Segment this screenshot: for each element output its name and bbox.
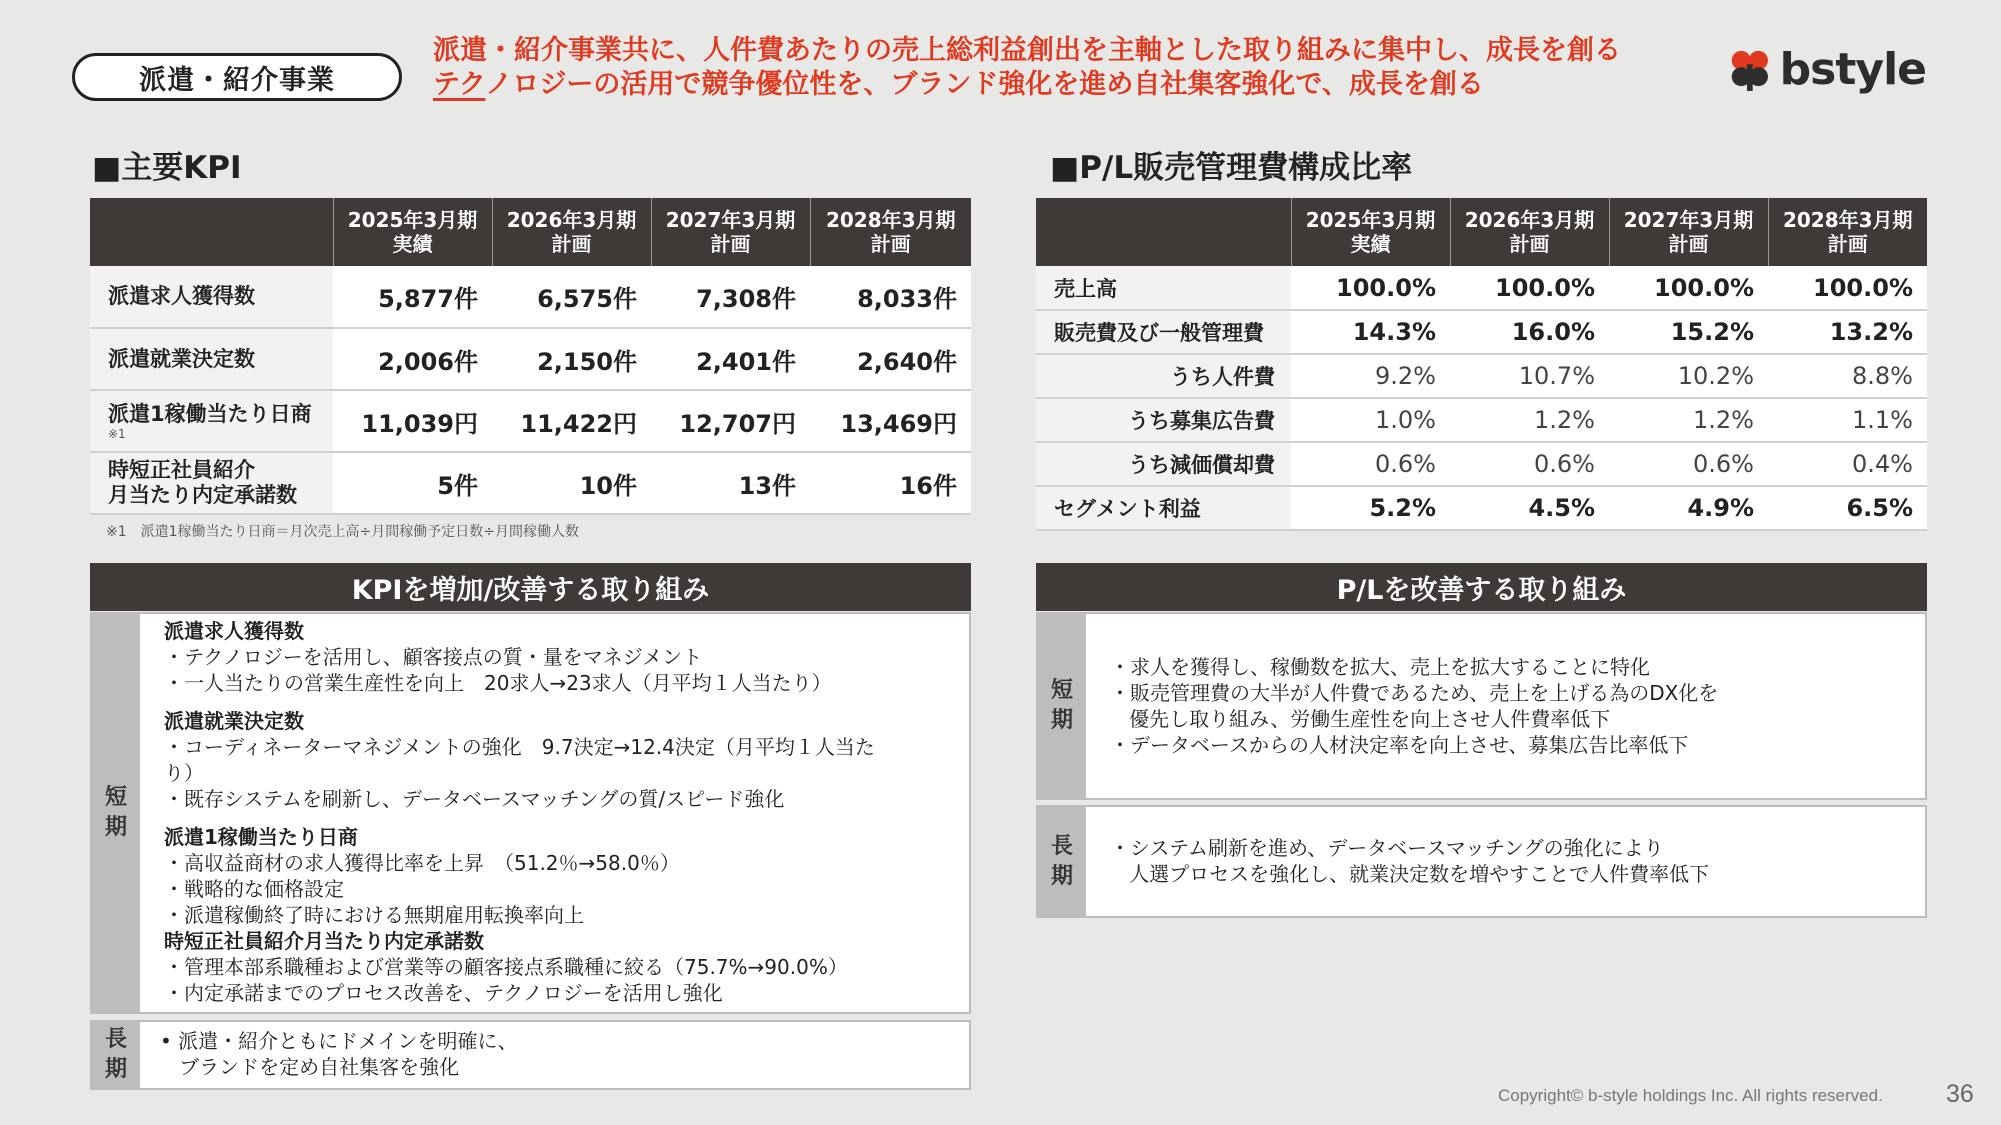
headline-line2-rest: ノロジーの活用で競争優位性を、ブランド強化を進め自社集客強化で、成長を創る bbox=[485, 69, 1484, 100]
table-row bbox=[1036, 266, 1927, 310]
list-item: り） bbox=[164, 761, 204, 785]
pl-cell: 4.5% bbox=[1450, 486, 1609, 530]
kpi-cell: 2,006件 bbox=[333, 328, 492, 390]
pl-title: ■P/L販売管理費構成比率 bbox=[1050, 150, 1413, 186]
pl-cell: 100.0% bbox=[1768, 266, 1927, 310]
pl-table bbox=[1036, 198, 1927, 531]
kpi-col-1: 2026年3月期 計画 bbox=[492, 198, 651, 266]
pl-row-label: セグメント利益 bbox=[1036, 486, 1291, 530]
kpi-row-label: 時短正社員紹介 月当たり内定承諾数 bbox=[90, 452, 333, 514]
list-item: ・販売管理費の大半が人件費であるため、売上を上げる為のDX化を bbox=[1110, 681, 1719, 705]
pl-col-2: 2027年3月期 計画 bbox=[1609, 198, 1768, 266]
list-item: • 派遣・紹介ともにドメインを明確に、 bbox=[160, 1029, 518, 1053]
bstyle-logo bbox=[1726, 40, 1926, 98]
pl-cell: 6.5% bbox=[1768, 486, 1927, 530]
list-item: ・派遣稼働終了時における無期雇用転換率向上 bbox=[164, 903, 584, 927]
headline-line2 bbox=[433, 68, 1621, 102]
list-item: ・求人を獲得し、稼働数を拡大、売上を拡大することに特化 bbox=[1110, 655, 1650, 679]
kpi-cell: 11,039円 bbox=[333, 390, 492, 452]
list-item: ・戦略的な価格設定 bbox=[164, 877, 344, 901]
pl-actions-long-body bbox=[1086, 807, 1925, 916]
kpi-title: ■主要KPI bbox=[92, 150, 242, 186]
long-term-tag: 長 期 bbox=[92, 1022, 140, 1088]
pl-col-3: 2028年3月期 計画 bbox=[1768, 198, 1927, 266]
pl-row-label: うち募集広告費 bbox=[1036, 398, 1291, 442]
pl-cell: 100.0% bbox=[1450, 266, 1609, 310]
kpi-header-row bbox=[90, 198, 971, 266]
list-item: 人選プロセスを強化し、就業決定数を増やすことで人件費率低下 bbox=[1110, 862, 1710, 886]
list-item: ・高収益商材の求人獲得比率を上昇 （51.2％→58.0％） bbox=[164, 851, 680, 875]
table-row bbox=[90, 390, 971, 452]
pl-cell: 100.0% bbox=[1609, 266, 1768, 310]
kpi-cell: 12,707円 bbox=[651, 390, 810, 452]
list-item: ・既存システムを刷新し、データベースマッチングの質/スピード強化 bbox=[164, 787, 785, 811]
list-item: 優先し取り組み、労働生産性を向上させ人件費率低下 bbox=[1110, 707, 1611, 731]
kpi-cell: 2,640件 bbox=[810, 328, 971, 390]
pl-row-label: 売上高 bbox=[1036, 266, 1291, 310]
kpi-action-heading: 時短正社員紹介月当たり内定承諾数 bbox=[164, 929, 484, 953]
list-item: ・内定承諾までのプロセス改善を、テクノロジーを活用し強化 bbox=[164, 981, 723, 1005]
kpi-row-label: 派遣1稼働当たり日商 ※1 bbox=[90, 390, 333, 452]
list-item: ・システム刷新を進め、データベースマッチングの強化により bbox=[1110, 836, 1664, 860]
table-row bbox=[90, 328, 971, 390]
kpi-cell: 13件 bbox=[651, 452, 810, 514]
headline bbox=[433, 34, 1621, 102]
long-term-tag: 長 期 bbox=[1038, 807, 1086, 916]
copyright: Copyright© b-style holdings Inc. All rights reserved. bbox=[1498, 1086, 1883, 1105]
pl-cell: 14.3% bbox=[1291, 310, 1450, 354]
kpi-col-3: 2028年3月期 計画 bbox=[810, 198, 971, 266]
pl-row-label: 販売費及び一般管理費 bbox=[1036, 310, 1291, 354]
table-row bbox=[1036, 354, 1927, 398]
segment-label: 派遣・紹介事業 bbox=[72, 53, 402, 101]
pl-cell: 0.6% bbox=[1291, 442, 1450, 486]
kpi-action-heading: 派遣1稼働当たり日商 bbox=[164, 825, 358, 849]
kpi-cell: 16件 bbox=[810, 452, 971, 514]
kpi-cell: 13,469円 bbox=[810, 390, 971, 452]
list-item: ・一人当たりの営業生産性を向上 20求人→23求人（月平均１人当たり） bbox=[164, 671, 832, 695]
clover-icon bbox=[1726, 44, 1774, 94]
kpi-col-0: 2025年3月期 実績 bbox=[333, 198, 492, 266]
pl-cell: 15.2% bbox=[1609, 310, 1768, 354]
kpi-header-empty bbox=[90, 198, 333, 266]
table-row bbox=[90, 452, 971, 514]
kpi-actions-long-body bbox=[140, 1022, 969, 1088]
pl-cell: 10.2% bbox=[1609, 354, 1768, 398]
kpi-row-label: 派遣就業決定数 bbox=[90, 328, 333, 390]
kpi-actions-short-box bbox=[90, 612, 971, 1014]
pl-header-row bbox=[1036, 198, 1927, 266]
pl-cell: 1.2% bbox=[1609, 398, 1768, 442]
pl-header-empty bbox=[1036, 198, 1291, 266]
pl-cell: 0.4% bbox=[1768, 442, 1927, 486]
kpi-cell: 5,877件 bbox=[333, 266, 492, 328]
kpi-table bbox=[90, 198, 971, 515]
headline-line1: 派遣・紹介事業共に、人件費あたりの売上総利益創出を主軸とした取り組みに集中し、成長を創る bbox=[433, 35, 1621, 66]
kpi-actions-long-box bbox=[90, 1020, 971, 1090]
pl-cell: 4.9% bbox=[1609, 486, 1768, 530]
kpi-action-heading: 派遣求人獲得数 bbox=[164, 619, 304, 643]
kpi-cell: 10件 bbox=[492, 452, 651, 514]
pl-actions-short-box bbox=[1036, 612, 1927, 800]
pl-row-label: うち人件費 bbox=[1036, 354, 1291, 398]
pl-col-0: 2025年3月期 実績 bbox=[1291, 198, 1450, 266]
table-row bbox=[1036, 442, 1927, 486]
pl-cell: 10.7% bbox=[1450, 354, 1609, 398]
list-item: ・コーディネーターマネジメントの強化 9.7決定→12.4決定（月平均１人当た bbox=[164, 735, 875, 759]
kpi-cell: 11,422円 bbox=[492, 390, 651, 452]
pl-cell: 13.2% bbox=[1768, 310, 1927, 354]
list-item: ・データベースからの人材決定率を向上させ、募集広告比率低下 bbox=[1110, 733, 1689, 757]
kpi-cell: 5件 bbox=[333, 452, 492, 514]
kpi-actions-short-body bbox=[140, 614, 969, 1012]
table-row bbox=[1036, 398, 1927, 442]
pl-cell: 100.0% bbox=[1291, 266, 1450, 310]
pl-cell: 1.1% bbox=[1768, 398, 1927, 442]
page-number: 36 bbox=[1946, 1080, 1974, 1108]
pl-actions-title: P/Lを改善する取り組み bbox=[1036, 563, 1927, 611]
headline-underlined: テク bbox=[433, 69, 486, 100]
pl-cell: 0.6% bbox=[1609, 442, 1768, 486]
kpi-footnote: ※1 派遣1稼働当たり日商＝月次売上高÷月間稼働予定日数÷月間稼働人数 bbox=[106, 524, 580, 540]
kpi-cell: 7,308件 bbox=[651, 266, 810, 328]
short-term-tag: 短 期 bbox=[1038, 614, 1086, 798]
list-item: ブランドを定め自社集客を強化 bbox=[160, 1055, 460, 1079]
pl-cell: 5.2% bbox=[1291, 486, 1450, 530]
pl-actions-long-box bbox=[1036, 805, 1927, 918]
table-row bbox=[1036, 310, 1927, 354]
table-row bbox=[1036, 486, 1927, 530]
pl-cell: 1.0% bbox=[1291, 398, 1450, 442]
list-item: ・テクノロジーを活用し、顧客接点の質・量をマネジメント bbox=[164, 645, 703, 669]
pl-cell: 16.0% bbox=[1450, 310, 1609, 354]
table-row bbox=[90, 266, 971, 328]
kpi-actions-title: KPIを増加/改善する取り組み bbox=[90, 563, 971, 611]
kpi-cell: 6,575件 bbox=[492, 266, 651, 328]
pl-cell: 1.2% bbox=[1450, 398, 1609, 442]
short-term-tag: 短 期 bbox=[92, 614, 140, 1012]
pl-cell: 8.8% bbox=[1768, 354, 1927, 398]
kpi-col-2: 2027年3月期 計画 bbox=[651, 198, 810, 266]
kpi-cell: 2,401件 bbox=[651, 328, 810, 390]
list-item: ・管理本部系職種および営業等の顧客接点系職種に絞る（75.7%→90.0%） bbox=[164, 955, 848, 979]
pl-col-1: 2026年3月期 計画 bbox=[1450, 198, 1609, 266]
pl-cell: 9.2% bbox=[1291, 354, 1450, 398]
pl-actions-short-body bbox=[1086, 614, 1925, 798]
kpi-cell: 8,033件 bbox=[810, 266, 971, 328]
kpi-row-label: 派遣求人獲得数 bbox=[90, 266, 333, 328]
pl-cell: 0.6% bbox=[1450, 442, 1609, 486]
kpi-cell: 2,150件 bbox=[492, 328, 651, 390]
kpi-action-heading: 派遣就業決定数 bbox=[164, 709, 304, 733]
pl-row-label: うち減価償却費 bbox=[1036, 442, 1291, 486]
logo-text: bstyle bbox=[1779, 43, 1926, 95]
